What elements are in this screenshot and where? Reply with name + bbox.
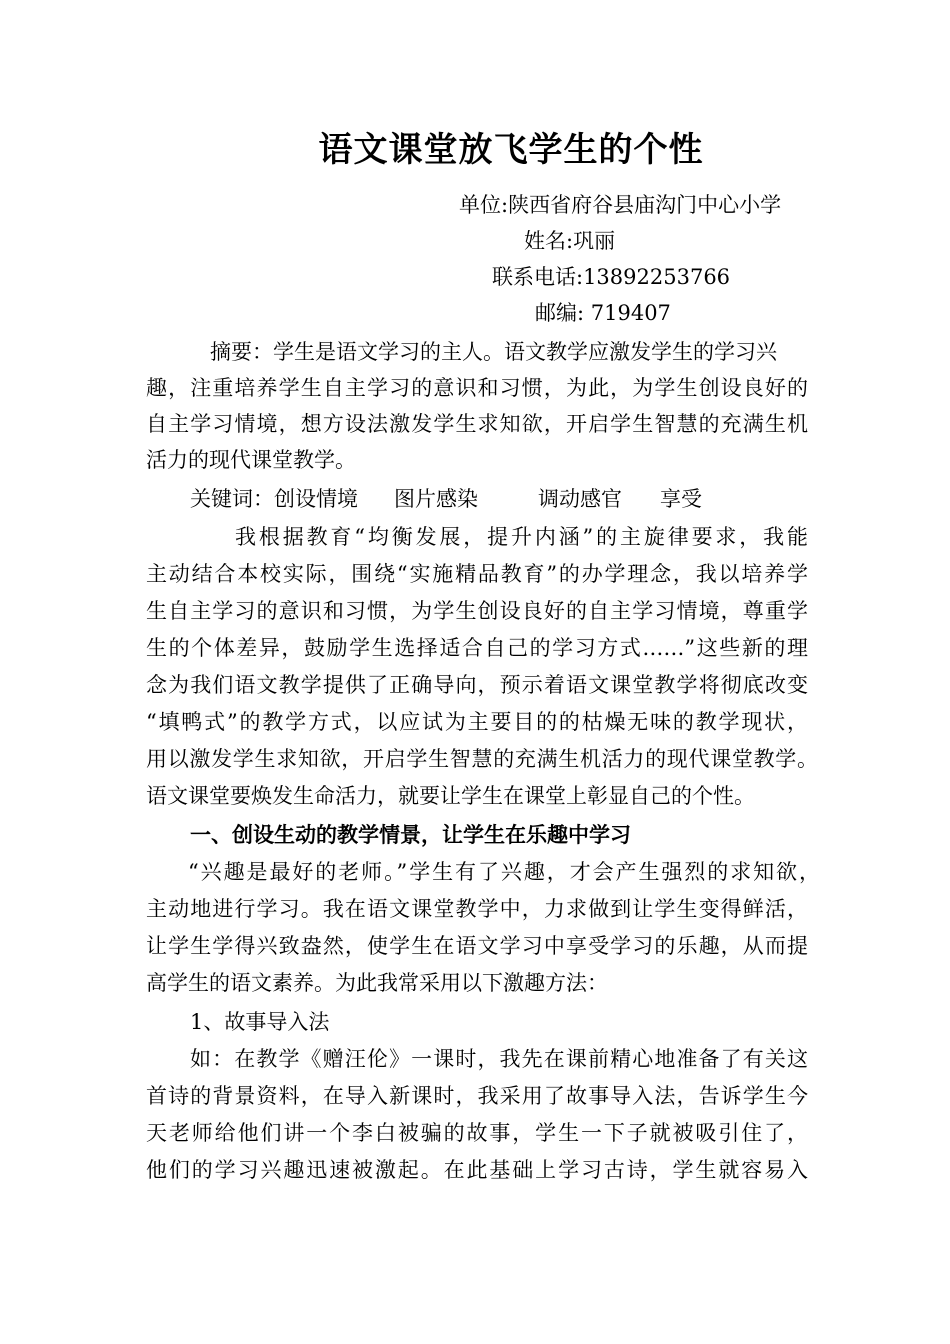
example-line: 天老师给他们讲一个李白被骗的故事，学生一下子就被吸引住了，: [146, 1121, 808, 1145]
intro-line: 生自主学习的意识和习惯，为学生创设良好的自主学习情境，尊重学: [146, 599, 808, 623]
keyword: 调动感官: [538, 487, 622, 511]
abstract-line: 趣，注重培养学生自主学习的意识和习惯，为此，为学生创设良好的: [146, 376, 808, 400]
intro-line: 生的个体差异，鼓励学生选择适合自己的学习方式……”这些新的理: [146, 636, 808, 660]
author-phone: 联系电话:13892253766: [492, 265, 731, 289]
keyword: 图片感染: [394, 487, 478, 511]
example-line: 如：在教学《赠汪伦》一课时，我先在课前精心地准备了有关这: [190, 1047, 808, 1071]
intro-line: 我根据教育“均衡发展，提升内涵”的主旋律要求，我能: [235, 525, 808, 549]
keywords-label: 关键词：: [190, 487, 274, 511]
intro-line: 主动结合本校实际，围绕“实施精品教育”的办学理念，我以培养学: [146, 562, 808, 586]
example-line: 他们的学习兴趣迅速被激起。在此基础上学习古诗，学生就容易入: [146, 1158, 808, 1182]
section-line: 让学生学得兴致盎然，使学生在语文学习中享受学习的乐趣，从而提: [146, 934, 808, 958]
keyword: 享受: [660, 487, 702, 511]
keywords-line: [190, 484, 880, 514]
author-name: 姓名:巩丽: [524, 229, 616, 253]
intro-line: 用以激发学生求知欲，开启学生智慧的充满生机活力的现代课堂教学。: [146, 747, 818, 771]
document-title: 语文课堂放飞学生的个性: [318, 130, 704, 170]
subheading: 1、故事导入法: [190, 1010, 330, 1034]
section-line: 主动地进行学习。我在语文课堂教学中，力求做到让学生变得鲜活，: [146, 897, 808, 921]
section-heading: 一、创设生动的教学情景，让学生在乐趣中学习: [190, 822, 631, 847]
author-unit: 单位:陕西省府谷县庙沟门中心小学: [459, 193, 782, 217]
keyword: 创设情境: [274, 487, 358, 511]
section-line: “兴趣是最好的老师。”学生有了兴趣，才会产生强烈的求知欲，: [188, 860, 820, 884]
section-line: 高学生的语文素养。为此我常采用以下激趣方法：: [146, 971, 608, 995]
abstract-line: 摘要：学生是语文学习的主人。语文教学应激发学生的学习兴: [210, 340, 777, 364]
author-postcode: 邮编: 719407: [535, 301, 671, 325]
abstract-line: 自主学习情境，想方设法激发学生求知欲，开启学生智慧的充满生机: [146, 412, 808, 436]
intro-line: “填鸭式”的教学方式，以应试为主要目的的枯燥无味的教学现状，: [146, 710, 808, 734]
intro-line: 语文课堂要焕发生命活力，就要让学生在课堂上彰显自己的个性。: [146, 784, 755, 808]
example-line: 首诗的背景资料，在导入新课时，我采用了故事导入法，告诉学生今: [146, 1084, 808, 1108]
abstract-line: 活力的现代课堂教学。: [146, 448, 356, 472]
intro-line: 念为我们语文教学提供了正确导向，预示着语文课堂教学将彻底改变: [146, 673, 808, 697]
